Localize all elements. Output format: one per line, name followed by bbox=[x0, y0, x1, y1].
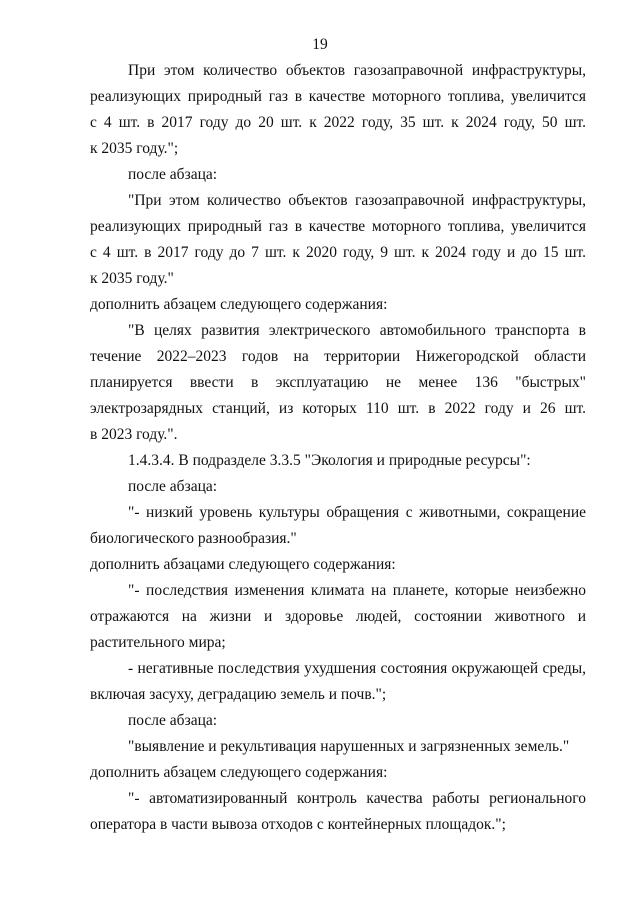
text-line: в 2023 году.". bbox=[90, 426, 178, 443]
text-line: реализующих природный газ в качестве моторного топлива, увеличится bbox=[90, 218, 586, 235]
text-line: реализующих природный газ в качестве моторного топлива, увеличится bbox=[90, 88, 586, 105]
text-line: - негативные последствия ухудшения состояния окружающей среды, bbox=[128, 660, 586, 677]
text-line: к 2035 году."; bbox=[90, 140, 179, 157]
text-line: с 4 шт. в 2017 году до 20 шт. к 2022 году, 35 шт. к 2024 году, 50 шт. bbox=[90, 114, 586, 131]
text-line: планируется ввести в эксплуатацию не менее 136 "быстрых" bbox=[90, 374, 586, 391]
text-line: растительного мира; bbox=[90, 634, 226, 651]
text-line: оператора в части вывоза отходов с контейнерных площадок."; bbox=[90, 816, 506, 833]
text-line: с 4 шт. в 2017 году до 7 шт. к 2020 году, 9 шт. к 2024 году и до 15 шт. bbox=[90, 244, 586, 261]
text-line: "В целях развития электрического автомобильного транспорта в bbox=[128, 322, 586, 339]
text-line: отражаются на жизни и здоровье людей, состоянии животного и bbox=[90, 608, 586, 625]
text-line: "При этом количество объектов газозаправочной инфраструктуры, bbox=[128, 192, 586, 209]
text-line: биологического разнообразия." bbox=[90, 530, 297, 547]
text-line: включая засуху, деградацию земель и почв."; bbox=[90, 686, 387, 703]
text-line: "- последствия изменения климата на планете, которые неизбежно bbox=[128, 582, 586, 599]
text-line: течение 2022–2023 годов на территории Нижегородской области bbox=[90, 348, 586, 365]
text-line: к 2035 году." bbox=[90, 270, 174, 287]
text-line: электрозарядных станций, из которых 110 шт. в 2022 году и 26 шт. bbox=[90, 400, 586, 417]
text-line: "выявление и рекультивация нарушенных и загрязненных земель." bbox=[128, 738, 570, 755]
page-number: 19 bbox=[312, 36, 328, 53]
text-line: дополнить абзацами следующего содержания: bbox=[90, 556, 396, 573]
text-line: после абзаца: bbox=[128, 478, 218, 495]
text-line: дополнить абзацем следующего содержания: bbox=[90, 296, 388, 313]
section-heading: 1.4.3.4. В подразделе 3.3.5 "Экология и природные ресурсы": bbox=[128, 452, 531, 469]
text-line: "- низкий уровень культуры обращения с животными, сокращение bbox=[128, 504, 586, 521]
text-line: дополнить абзацем следующего содержания: bbox=[90, 764, 388, 781]
document-body bbox=[0, 58, 640, 838]
text-line: после абзаца: bbox=[128, 166, 218, 183]
text-line: после абзаца: bbox=[128, 712, 218, 729]
text-line: "- автоматизированный контроль качества работы регионального bbox=[128, 790, 586, 807]
text-line: При этом количество объектов газозаправочной инфраструктуры, bbox=[128, 62, 586, 79]
